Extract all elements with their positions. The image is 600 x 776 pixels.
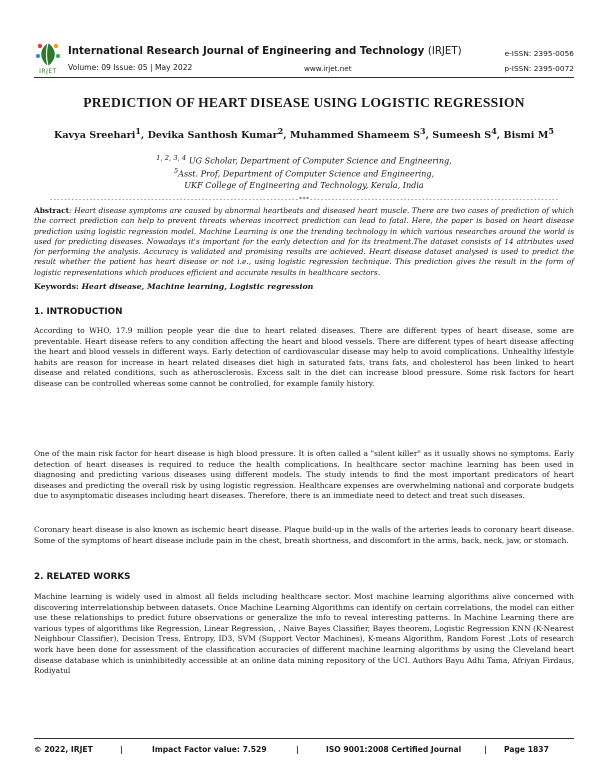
keywords-label: Keywords:	[34, 282, 79, 291]
author-name: Muhammed Shameem S	[289, 130, 421, 142]
journal-header	[34, 40, 574, 80]
affiliation-sup: 1, 2, 3, 4	[156, 154, 187, 162]
footer-copyright: © 2022, IRJET	[34, 745, 93, 754]
affiliation-sup: 5	[173, 167, 179, 175]
volume-issue: Volume: 09 Issue: 05 | May 2022	[68, 63, 193, 72]
p-issn: p-ISSN: 2395-0072	[504, 64, 574, 73]
keywords-text: Heart disease, Machine learning, Logistic regression	[81, 282, 314, 291]
abstract	[34, 206, 574, 278]
footer-separator: |	[296, 745, 299, 754]
author-name: Bismi M	[503, 130, 549, 142]
keywords	[34, 282, 574, 291]
author-name: Sumeesh S	[432, 130, 492, 142]
section-divider: ---------------------------------------------------------------------***---------------------------------------------------------------------	[49, 196, 559, 203]
affiliation-line	[34, 180, 574, 190]
abstract-text: : Heart disease symptoms are caused by abnormal heartbeats and diseased heart muscle. There are two cases of prediction of which the correct prediction can help to prevent threats whereas incorrect prediction can lead to fatal. Here, the paper is based on heart disease prediction using logistic regression model. Machine Learning is one the trending technology in which various researches around the world is used for predicting diseases. Nowadays it's important for the early detection and for its treatment.The dataset consists of 14 attributes used for performing the analysis. Accuracy is validated and promising results are achieved. Heart disease dataset analysed is used to predict the result whether the patient has heart disease or not i.e., using logistic regression technique. This prediction gives the result in the form of logistic representations which produces efficient and accurate results in healthcare sectors.	[34, 206, 574, 277]
footer-separator: |	[120, 745, 123, 754]
paper-title: PREDICTION OF HEART DISEASE USING LOGISTIC REGRESSION	[83, 95, 525, 110]
footer-impact-factor: Impact Factor value: 7.529	[152, 745, 267, 754]
section-heading: 2. RELATED WORKS	[34, 572, 131, 582]
paragraph: One of the main risk factor for heart disease is high blood pressure. It is often called a "silent killer" as it usually shows no symptoms. Early detection of heart diseases is required to reduce the health complications. In healthcare sector machine learning has been used in diagnosing and predicting various diseases using different models. The study intends to find the most important predicators of heart diseases and predicting the overall risk by using logistic regression. Healthcare expenses are overwhelming national and corporate budgets due to asymptomatic diseases including heart diseases. Therefore, there is an immediate need to detect and treat such diseases.	[34, 449, 574, 501]
author-sup: 1	[135, 126, 141, 136]
author-sup: 3	[420, 126, 426, 136]
author-name: Devika Santhosh Kumar	[147, 130, 278, 142]
logo-leaf-icon	[34, 40, 62, 68]
author-sup: 5	[548, 126, 554, 136]
e-issn: e-ISSN: 2395-0056	[504, 49, 574, 58]
irjet-logo	[34, 40, 62, 78]
footer-iso: ISO 9001:2008 Certified Journal	[326, 745, 462, 754]
paragraph: According to WHO, 17.9 million people year die due to heart related diseases. There are different types of heart disease, some are preventable. Heart disease refers to any condition affecting the heart and blood vessels. There are different types of heart disease affecting the heart and blood vessels in different ways. Early detection of cardiovascular disease may help to avoid complications. Unhealthy lifestyle habits are reason for increase in heart related diseases diet high in saturated fats, trans fats, and cholesterol has been linked to heart disease and related conditions, such as atherosclerosis. Excess salt in the diet can increase blood pressure. Some risk factors for heart disease can be controlled whereas some cannot be controlled, for example family history.	[34, 326, 574, 388]
affiliation-line	[34, 167, 574, 179]
affiliation-text: Asst. Prof, Department of Computer Science and Engineering,	[178, 168, 435, 179]
affiliation-text: UKF College of Engineering and Technology, Kerala, India	[184, 180, 424, 190]
logo-text: IRJET	[39, 68, 57, 75]
author-sup: 2	[277, 126, 284, 136]
page-footer	[34, 745, 574, 759]
journal-website-link[interactable]: www.irjet.net	[304, 64, 352, 73]
header-rule	[34, 77, 574, 78]
affiliation-text: UG Scholar, Department of Computer Science and Engineering,	[188, 155, 452, 166]
abstract-label: Abstract	[34, 206, 70, 215]
journal-name	[68, 46, 462, 57]
author-name: Kavya Sreehari	[54, 130, 136, 142]
author-list: Kavya Sreehari$^1$, Devika Santhosh Kumar$^2$, Muhammed Shameem $S^3$, Sumeesh $S^4$, Bismi $M^5$	[54, 126, 554, 142]
paragraph: Machine learning is widely used in almost all fields including healthcare sector. Most machine learning algorithms alive concerned with discovering interrelationship between datasets. Once Machine Learning Algorithms can identify on certain correlations, the model can either use these relationships to predict future observations or generalize the info to reveal interesting patterns. In Machine Learning there are various types of algorithms like Regression, Linear Regression, , Naive Bayes Classifier, Bayes theorem, Logistic Regression KNN (K-Nearest Neighbour Classifier), Decision Tress, Entropy, ID3, SVM (Support Vector Machines), K-means Algorithm, Random Forest .Lots of research work have been done for assessment of the classification accuracies of different machine learning algorithms by using the Cleveland heart disease database which is uninhibitedly accessible at an online data mining repository of the UCI. Authors Bayu Adhi Tama, Afriyan Firdaus, Rodiyatul	[34, 592, 575, 676]
affiliation-line	[34, 154, 574, 166]
footer-separator: |	[484, 745, 487, 754]
paragraph: Coronary heart disease is also known as ischemic heart disease. Plaque build-up in the walls of the arteries leads to coronary heart disease. Some of the symptoms of heart disease include pain in the chest, breath shortness, and discomfort in the arms, back, neck, jaw, or stomach.	[34, 525, 574, 545]
footer-page-number: Page 1837	[504, 745, 549, 754]
journal-name-text: International Research Journal of Engineering and Technology	[68, 46, 425, 57]
footer-rule	[34, 738, 574, 739]
journal-abbr: (IRJET)	[427, 46, 462, 57]
author-sup: 4	[491, 126, 497, 136]
section-heading: 1. INTRODUCTION	[34, 307, 123, 317]
